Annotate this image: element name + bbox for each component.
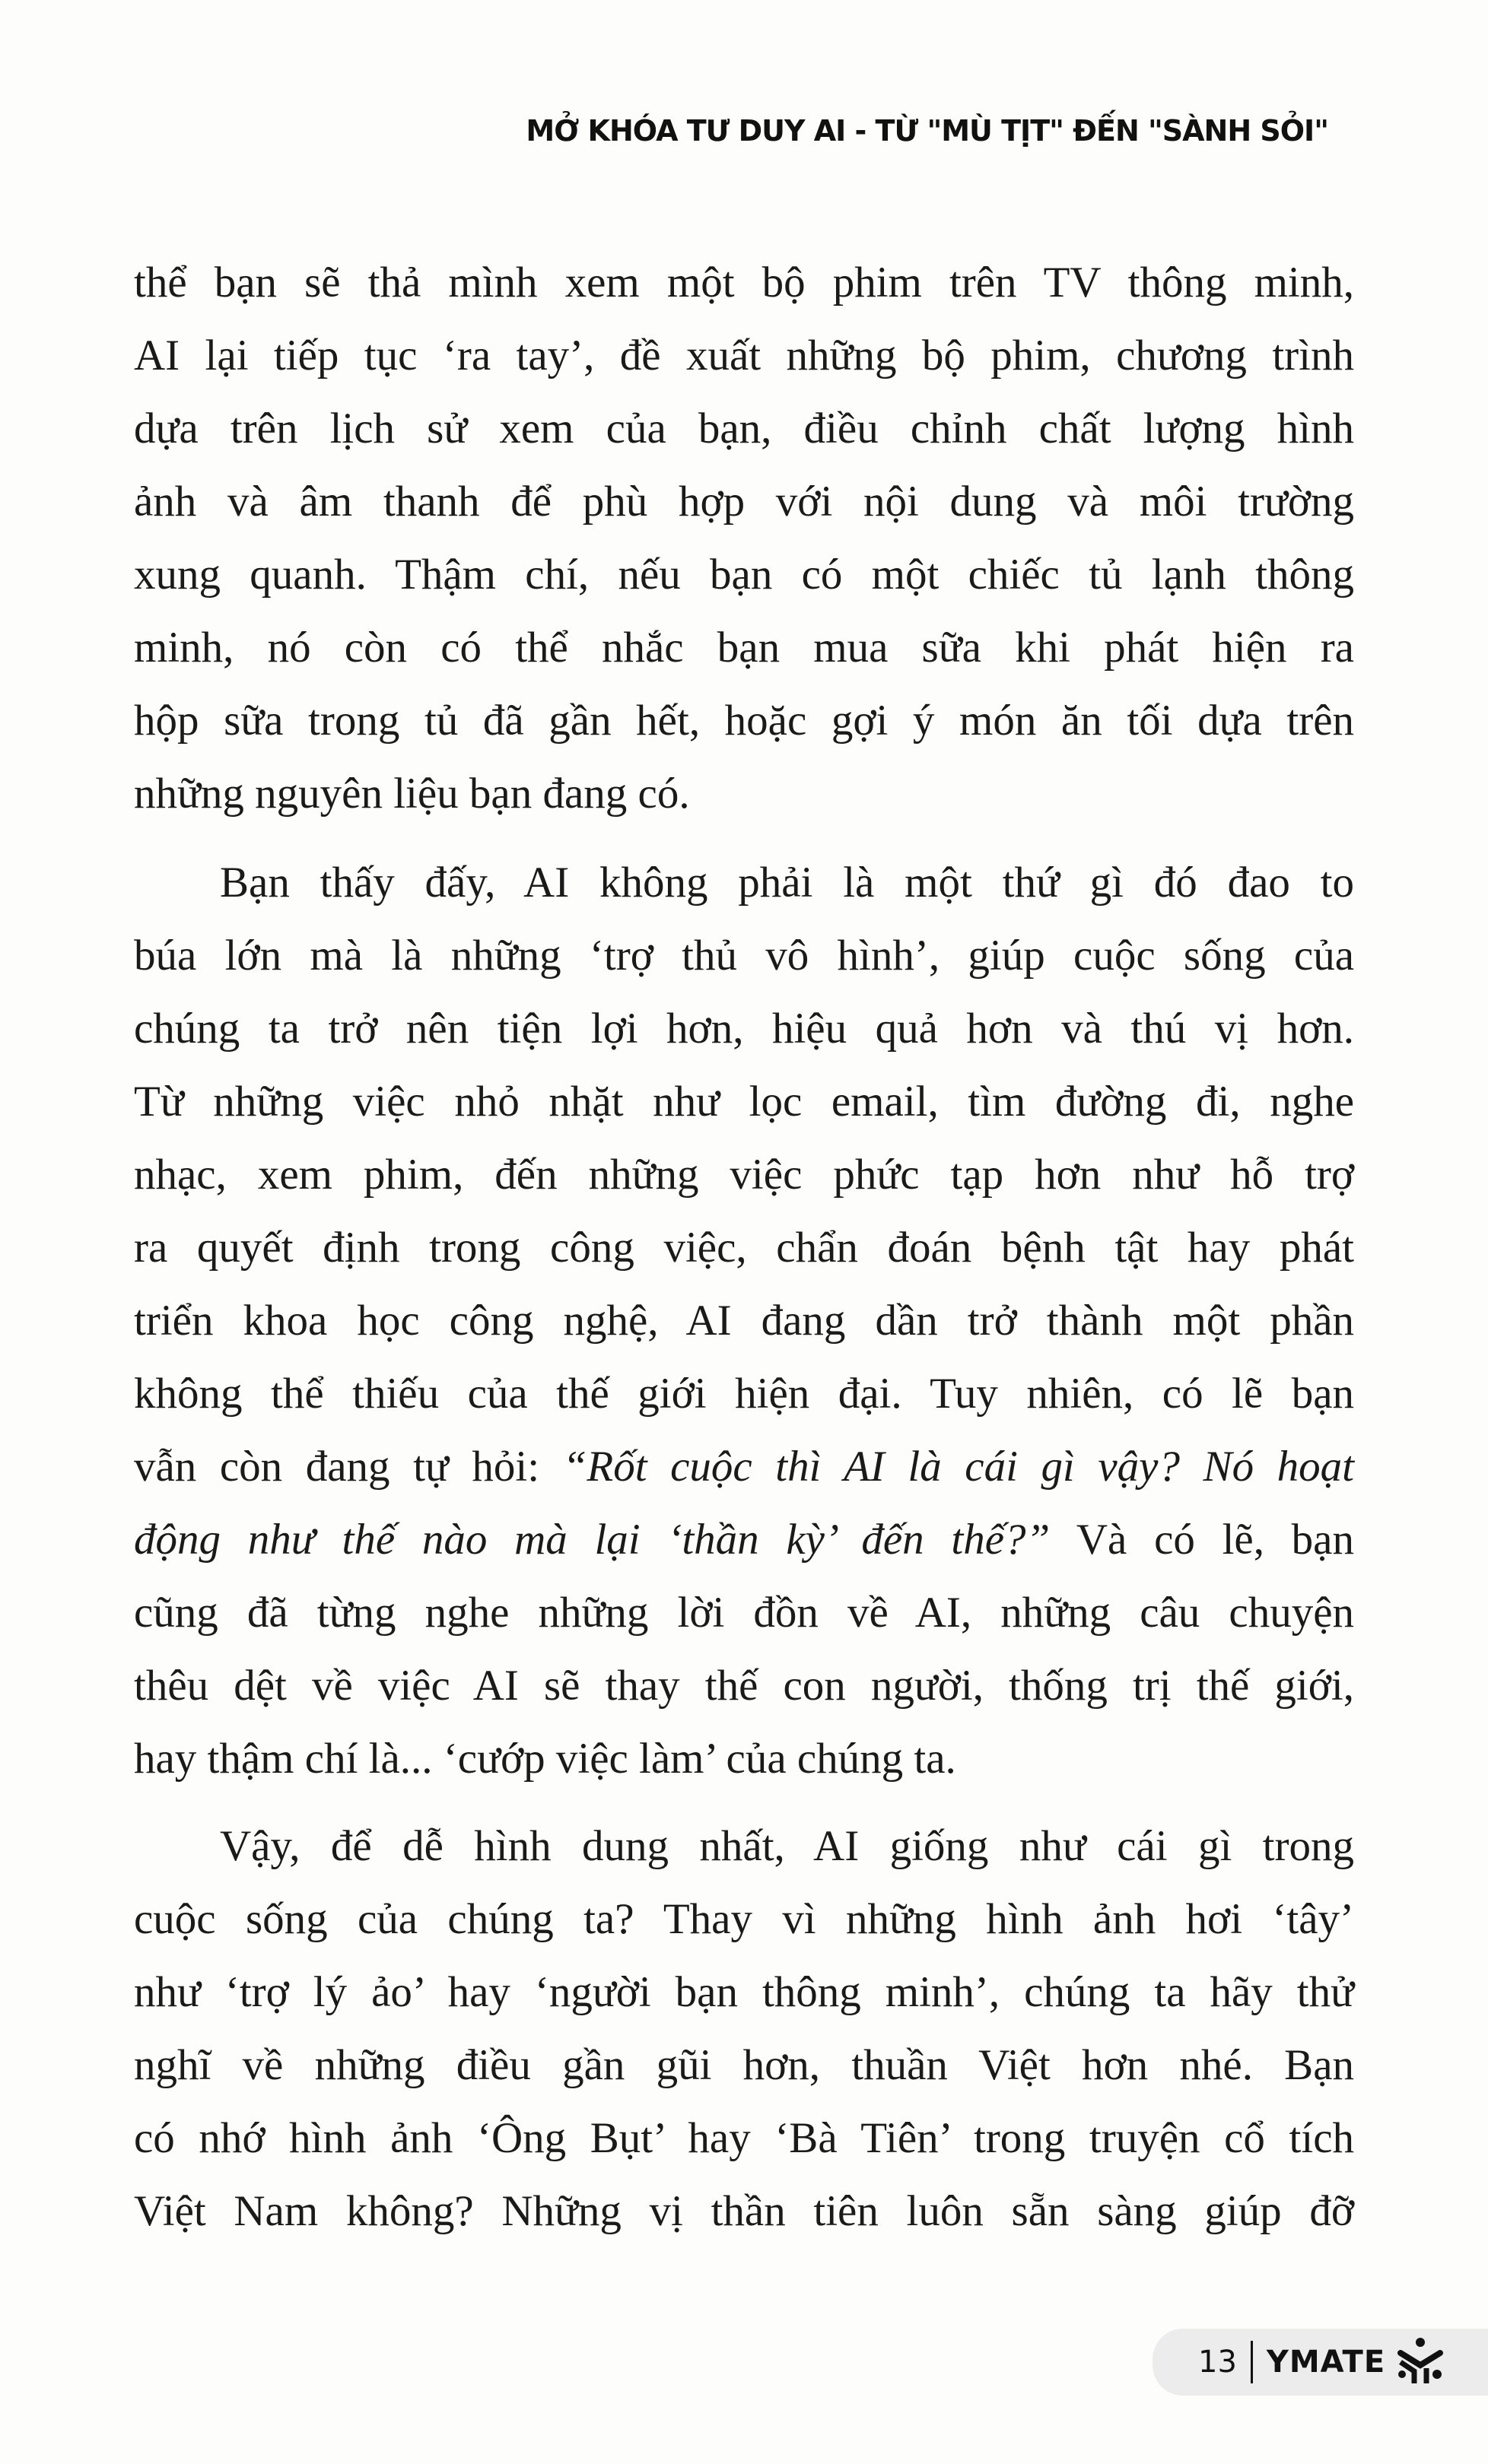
text-line: thể bạn sẽ thả mình xem một bộ phim trên TV thông minh, bbox=[134, 259, 1354, 306]
text-run: vẫn còn đang tự hỏi: bbox=[134, 1443, 540, 1491]
paragraph-1 bbox=[134, 246, 1354, 830]
text-line: không thể thiếu của thế giới hiện đại. Tuy nhiên, có lẽ bạn bbox=[134, 1370, 1354, 1418]
text-line: hay thậm chí là... ‘cướp việc làm’ của chúng ta. bbox=[134, 1735, 956, 1783]
text-line: ra quyết định trong công việc, chẩn đoán bệnh tật hay phát bbox=[134, 1224, 1354, 1272]
text-line: minh, nó còn có thể nhắc bạn mua sữa khi phát hiện ra bbox=[134, 624, 1354, 672]
page-footer bbox=[1153, 2329, 1488, 2396]
text-line: như ‘trợ lý ảo’ hay ‘người bạn thông minh’, chúng ta hãy thử bbox=[134, 1968, 1354, 2016]
text-line: dựa trên lịch sử xem của bạn, điều chỉnh chất lượng hình bbox=[134, 405, 1354, 452]
text-line: hộp sữa trong tủ đã gần hết, hoặc gợi ý món ăn tối dựa trên bbox=[134, 697, 1354, 745]
text-line: có nhớ hình ảnh ‘Ông Bụt’ hay ‘Bà Tiên’ trong truyện cổ tích bbox=[134, 2114, 1354, 2162]
text-line: nghĩ về những điều gần gũi hơn, thuần Việt hơn nhé. Bạn bbox=[134, 2041, 1354, 2089]
text-line: AI lại tiếp tục ‘ra tay’, đề xuất những bộ phim, chương trình bbox=[134, 332, 1354, 379]
text-line: triển khoa học công nghệ, AI đang dần trở thành một phần bbox=[134, 1297, 1354, 1345]
text-line: Vậy, để dễ hình dung nhất, AI giống như cái gì trong bbox=[220, 1822, 1354, 1870]
paragraph-2 bbox=[134, 846, 1354, 1796]
text-line: chúng ta trở nên tiện lợi hơn, hiệu quả hơn và thú vị hơn. bbox=[134, 1005, 1354, 1053]
text-line: Bạn thấy đấy, AI không phải là một thứ gì đó đao to bbox=[220, 859, 1354, 907]
paragraph-3 bbox=[134, 1810, 1354, 2248]
brand-name: YMATE bbox=[1266, 2345, 1386, 2380]
text-line: cũng đã từng nghe những lời đồn về AI, những câu chuyện bbox=[134, 1589, 1354, 1637]
text-run: Và có lẽ, bạn bbox=[1076, 1516, 1354, 1564]
text-line: búa lớn mà là những ‘trợ thủ vô hình’, giúp cuộc sống của bbox=[134, 932, 1354, 980]
divider bbox=[1251, 2341, 1253, 2383]
text-line: cuộc sống của chúng ta? Thay vì những hình ảnh hơi ‘tây’ bbox=[134, 1895, 1354, 1943]
text-line-mixed bbox=[134, 1430, 1354, 1503]
text-line: những nguyên liệu bạn đang có. bbox=[134, 770, 690, 818]
text-line-mixed bbox=[134, 1503, 1354, 1577]
text-line: nhạc, xem phim, đến những việc phức tạp hơn như hỗ trợ bbox=[134, 1151, 1354, 1199]
italic-quote: động như thế nào mà lại ‘thần kỳ’ đến thế?” bbox=[134, 1516, 1051, 1564]
text-line: ảnh và âm thanh để phù hợp với nội dung và môi trường bbox=[134, 478, 1354, 526]
text-line: Việt Nam không? Những vị thần tiên luôn sẵn sàng giúp đỡ bbox=[134, 2187, 1354, 2235]
text-line: xung quanh. Thậm chí, nếu bạn có một chiếc tủ lạnh thông bbox=[134, 551, 1354, 599]
text-line: Từ những việc nhỏ nhặt như lọc email, tìm đường đi, nghe bbox=[134, 1078, 1354, 1126]
text-line: thêu dệt về việc AI sẽ thay thế con người, thống trị thế giới, bbox=[134, 1662, 1354, 1710]
ymate-logo-icon bbox=[1397, 2338, 1443, 2386]
page-number: 13 bbox=[1198, 2345, 1237, 2380]
italic-quote: “Rốt cuộc thì AI là cái gì vậy? Nó hoạt bbox=[562, 1443, 1354, 1491]
running-header: MỞ KHÓA TƯ DUY AI - TỪ "MÙ TỊT" ĐẾN "SÀNH SỎI" bbox=[526, 114, 1328, 148]
